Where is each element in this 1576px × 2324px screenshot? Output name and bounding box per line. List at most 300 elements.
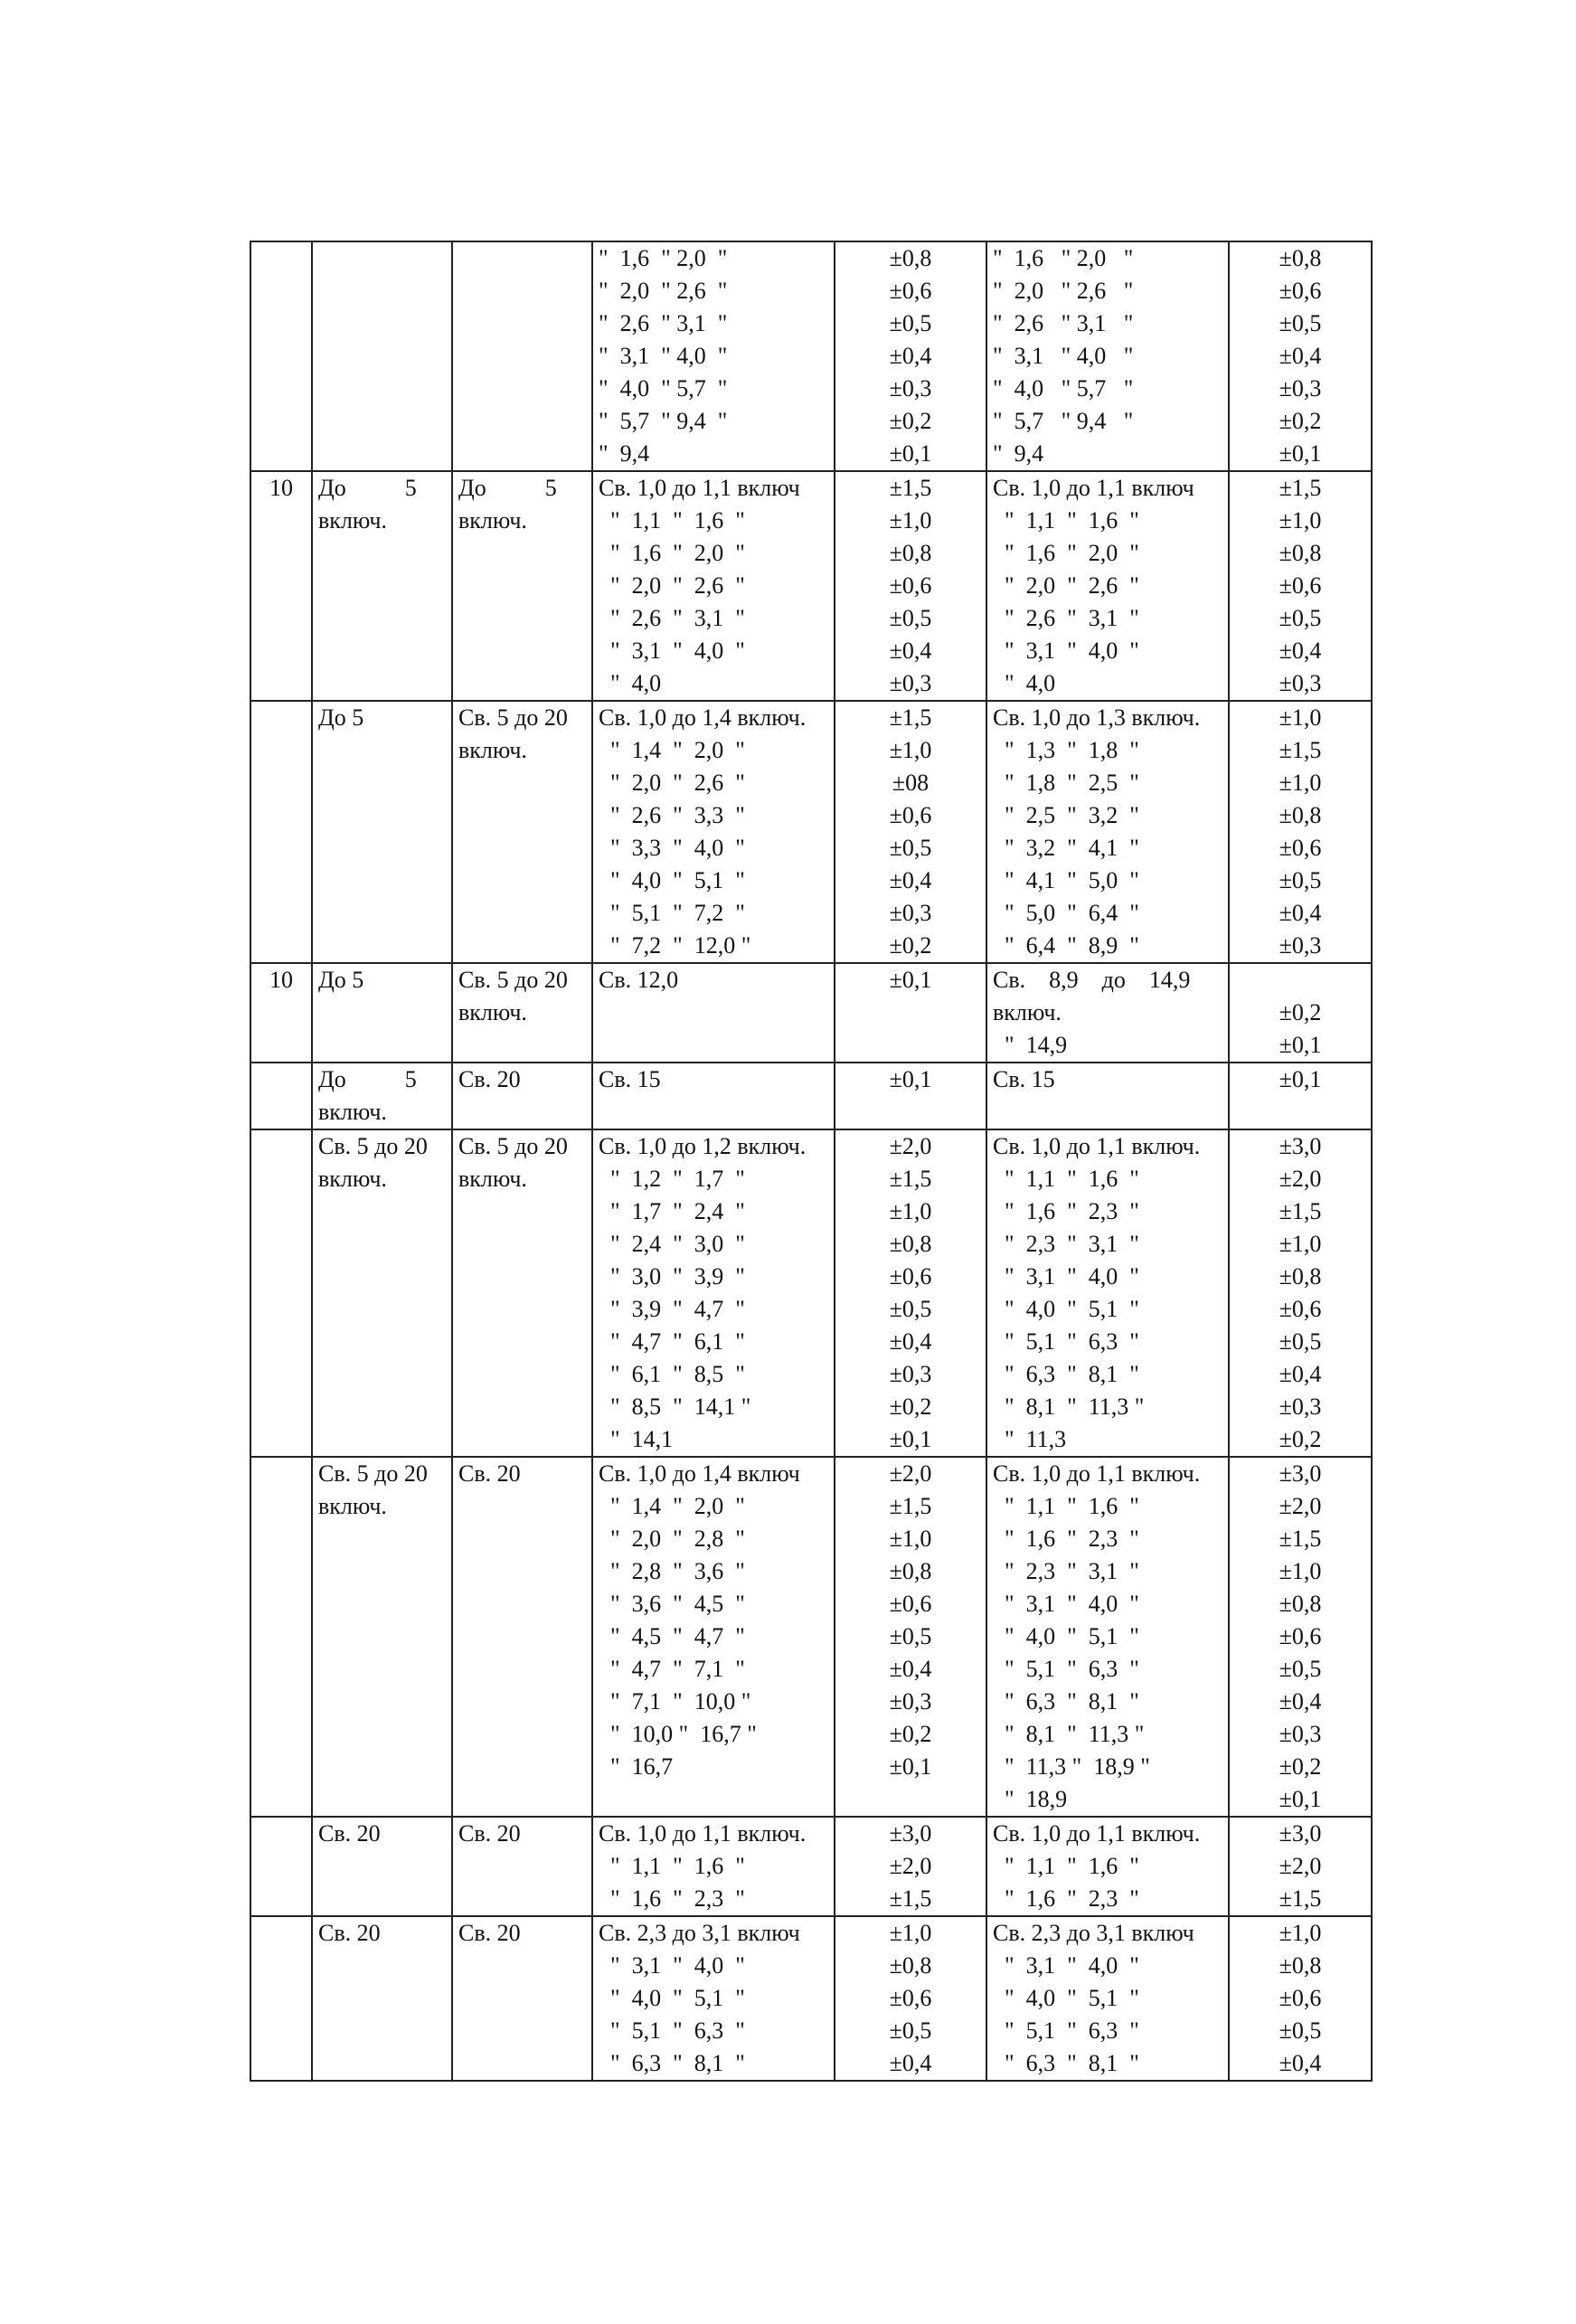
range-a-cell <box>592 471 835 701</box>
param-1-cell <box>312 1063 452 1129</box>
param-2-line: Св. 20 <box>458 1460 521 1487</box>
range-b-line: " 5,1 " 6,3 " <box>993 2017 1139 2044</box>
range-b-line: " 11,3 " 18,9 " <box>993 1753 1150 1780</box>
range-b-line: " 2,5 " 3,2 " <box>993 802 1139 828</box>
range-a-line: " 14,1 <box>599 1426 674 1452</box>
tolerance-b-value: ±0,4 <box>1279 1361 1322 1387</box>
param-2-cell <box>452 471 592 701</box>
tolerance-a-value: ±0,6 <box>889 1985 932 2011</box>
range-b-cell <box>986 241 1229 471</box>
range-b-line: Св. 1,0 до 1,1 включ. <box>993 1820 1201 1847</box>
range-b-cell <box>986 701 1229 963</box>
tolerance-b-value: ±0,1 <box>1279 1786 1322 1812</box>
tolerance-b-value: ±0,8 <box>1279 1952 1322 1979</box>
range-a-line: " 7,2 " 12,0 " <box>599 932 751 959</box>
tolerance-b-cell <box>1229 1457 1372 1817</box>
tolerance-a-value: ±1,5 <box>889 1166 932 1192</box>
tolerance-a-cell <box>835 1457 986 1817</box>
tolerance-b-value: ±0,6 <box>1279 1985 1322 2011</box>
tolerance-a-cell <box>835 701 986 963</box>
tolerance-b-value: ±0,1 <box>1279 440 1322 467</box>
param-2-line: включ. <box>458 737 527 763</box>
range-a-line: " 5,7 " 9,4 " <box>599 408 728 434</box>
range-a-line: " 3,1 " 4,0 " <box>599 638 745 664</box>
tolerance-b-value: ±0,8 <box>1279 245 1322 271</box>
tolerance-b-value: ±0,5 <box>1279 310 1322 336</box>
tolerance-b-value: ±1,5 <box>1279 737 1322 763</box>
tolerance-b-value: ±0,3 <box>1279 670 1322 696</box>
tolerance-b-cell <box>1229 963 1372 1063</box>
tolerance-a-value: ±2,0 <box>889 1133 932 1159</box>
tolerance-a-value: ±1,0 <box>889 737 932 763</box>
range-a-line: " 2,0 " 2,8 " <box>599 1526 745 1552</box>
tolerance-a-value: ±2,0 <box>889 1460 932 1487</box>
tolerance-b-value: ±0,5 <box>1279 867 1322 893</box>
param-1-line: Св. 5 до 20 <box>318 1460 428 1487</box>
range-a-line: Св. 1,0 до 1,1 включ <box>599 475 800 501</box>
param-2-line: включ. <box>458 999 527 1025</box>
range-a-line: " 1,2 " 1,7 " <box>599 1166 745 1192</box>
tolerance-a-value: ±0,6 <box>889 1263 932 1290</box>
tolerance-a-value: ±0,6 <box>889 278 932 304</box>
param-1-cell <box>312 241 452 471</box>
param-2-cell <box>452 1817 592 1916</box>
param-2-line: Св. 20 <box>458 1066 521 1092</box>
range-a-line: " 7,1 " 10,0 " <box>599 1688 751 1715</box>
range-b-line: " 4,0 " 5,1 " <box>993 1985 1139 2011</box>
tolerance-b-value: ±0,4 <box>1279 1688 1322 1715</box>
range-b-line: " 3,1 " 4,0 " <box>993 638 1139 664</box>
range-a-cell <box>592 241 835 471</box>
range-b-line: " 4,0 " 5,1 " <box>993 1296 1139 1322</box>
range-b-line: " 1,1 " 1,6 " <box>993 1493 1139 1519</box>
range-a-line: " 4,0 " 5,7 " <box>599 375 728 402</box>
param-2-cell <box>452 963 592 1063</box>
tolerance-a-value: ±0,6 <box>889 572 932 599</box>
range-b-cell <box>986 1129 1229 1457</box>
range-a-line: " 1,4 " 2,0 " <box>599 737 745 763</box>
tolerance-a-value: ±3,0 <box>889 1820 932 1847</box>
param-2-line: Св. 20 <box>458 1820 521 1847</box>
range-b-line: " 1,6 " 2,0 " <box>993 540 1139 566</box>
tolerance-b-value: ±1,0 <box>1279 1920 1322 1946</box>
tolerance-b-cell <box>1229 1063 1372 1129</box>
tolerance-a-value: ±0,5 <box>889 2017 932 2044</box>
range-b-line: " 1,6 " 2,3 " <box>993 1885 1139 1912</box>
param-1-line: Св. 20 <box>318 1920 381 1946</box>
range-a-line: " 3,3 " 4,0 " <box>599 835 745 861</box>
range-a-line: " 4,0 " 5,1 " <box>599 867 745 893</box>
tolerance-a-value: ±0,2 <box>889 408 932 434</box>
range-b-line: включ. <box>993 999 1062 1025</box>
param-1-line: Св. 5 до 20 <box>318 1133 428 1159</box>
range-a-line: " 1,7 " 2,4 " <box>599 1198 745 1224</box>
tolerance-a-value: ±1,0 <box>889 507 932 534</box>
range-b-line: " 8,1 " 11,3 " <box>993 1393 1145 1420</box>
tolerance-a-value: ±0,5 <box>889 1623 932 1649</box>
tolerance-a-value: ±1,0 <box>889 1920 932 1946</box>
range-a-line: " 1,1 " 1,6 " <box>599 507 745 534</box>
tolerance-b-value: ±0,4 <box>1279 900 1322 926</box>
tolerance-a-value: ±0,4 <box>889 2050 932 2076</box>
range-a-line: " 2,8 " 3,6 " <box>599 1558 745 1584</box>
range-a-cell <box>592 1129 835 1457</box>
tolerance-b-value: ±1,0 <box>1279 507 1322 534</box>
tolerance-a-value: ±0,2 <box>889 932 932 959</box>
tolerance-b-value: ±0,2 <box>1279 999 1322 1025</box>
range-b-line: " 2,3 " 3,1 " <box>993 1231 1139 1257</box>
range-a-line: " 2,4 " 3,0 " <box>599 1231 745 1257</box>
table-row <box>250 701 1372 963</box>
tolerance-a-value: ±0,8 <box>889 540 932 566</box>
range-b-line: " 2,0 " 2,6 " <box>993 278 1134 304</box>
tolerance-b-value: ±0,4 <box>1279 343 1322 369</box>
range-b-line: " 5,1 " 6,3 " <box>993 1328 1139 1355</box>
range-a-cell <box>592 701 835 963</box>
range-a-line: " 9,4 <box>599 440 650 467</box>
range-b-line: " 2,3 " 3,1 " <box>993 1558 1139 1584</box>
range-b-line: " 11,3 <box>993 1426 1067 1452</box>
tolerance-a-value: ±0,3 <box>889 375 932 402</box>
range-b-line: " 6,3 " 8,1 " <box>993 1688 1139 1715</box>
row-number: 10 <box>269 475 293 501</box>
range-b-line: Св. 1,0 до 1,3 включ. <box>993 704 1201 731</box>
tolerance-b-cell <box>1229 1129 1372 1457</box>
tolerance-b-value: ±0,6 <box>1279 278 1322 304</box>
tolerance-a-value: ±0,6 <box>889 1591 932 1617</box>
range-b-line: " 4,0 " 5,7 " <box>993 375 1134 402</box>
tolerance-a-cell <box>835 1063 986 1129</box>
range-a-line: Св. 12,0 <box>599 967 679 993</box>
tolerance-b-value: ±0,5 <box>1279 605 1322 631</box>
range-a-line: " 2,6 " 3,1 " <box>599 310 728 336</box>
param-1-line: До 5 <box>318 1066 417 1092</box>
range-a-line: " 3,6 " 4,5 " <box>599 1591 745 1617</box>
tolerance-b-cell <box>1229 701 1372 963</box>
row-number: 10 <box>269 967 293 993</box>
range-b-line: Св. 1,0 до 1,1 включ <box>993 475 1194 501</box>
tolerance-b-value: ±0,8 <box>1279 1591 1322 1617</box>
range-b-line: " 1,1 " 1,6 " <box>993 1853 1139 1879</box>
tolerance-b-value: ±0,2 <box>1279 1753 1322 1780</box>
tolerance-a-value: ±0,6 <box>889 802 932 828</box>
range-b-line: " 1,6 " 2,0 " <box>993 245 1134 271</box>
range-b-line: Св. 8,9 до 14,9 <box>993 967 1191 993</box>
tolerance-a-value: ±0,4 <box>889 343 932 369</box>
tolerance-b-value: ±1,0 <box>1279 1558 1322 1584</box>
tolerance-b-value: ±0,8 <box>1279 540 1322 566</box>
range-a-line: " 5,1 " 7,2 " <box>599 900 745 926</box>
tolerance-b-value: ±1,5 <box>1279 1526 1322 1552</box>
range-a-line: " 4,5 " 4,7 " <box>599 1623 745 1649</box>
tolerance-b-value: ±0,4 <box>1279 2050 1322 2076</box>
param-1-line: включ. <box>318 1166 387 1192</box>
param-2-line: Св. 5 до 20 <box>458 1133 568 1159</box>
range-a-line: " 6,3 " 8,1 " <box>599 2050 745 2076</box>
tolerance-a-value: ±1,5 <box>889 1493 932 1519</box>
range-a-line: " 1,6 " 2,3 " <box>599 1885 745 1912</box>
row-number-cell <box>250 701 312 963</box>
tolerance-b-value: ±0,2 <box>1279 408 1322 434</box>
param-2-line: включ. <box>458 1166 527 1192</box>
param-1-cell <box>312 701 452 963</box>
param-2-cell <box>452 1916 592 2081</box>
tolerance-b-value: ±3,0 <box>1279 1460 1322 1487</box>
tolerance-a-value: ±0,8 <box>889 1231 932 1257</box>
range-a-line: Св. 1,0 до 1,4 включ <box>599 1460 800 1487</box>
range-a-line: " 1,6 " 2,0 " <box>599 540 745 566</box>
range-b-line: Св. 1,0 до 1,1 включ. <box>993 1460 1201 1487</box>
range-a-line: " 4,7 " 6,1 " <box>599 1328 745 1355</box>
tolerance-b-value: ±2,0 <box>1279 1166 1322 1192</box>
table-row <box>250 241 1372 471</box>
range-b-line: " 6,3 " 8,1 " <box>993 2050 1139 2076</box>
tolerance-a-cell <box>835 1916 986 2081</box>
range-a-cell <box>592 963 835 1063</box>
param-1-cell <box>312 1916 452 2081</box>
range-b-cell <box>986 963 1229 1063</box>
range-a-line: Св. 2,3 до 3,1 включ <box>599 1920 800 1946</box>
tolerance-b-value: ±3,0 <box>1279 1133 1322 1159</box>
range-a-line: " 10,0 " 16,7 " <box>599 1721 757 1747</box>
table-row <box>250 471 1372 701</box>
tolerance-a-value: ±0,5 <box>889 310 932 336</box>
range-a-line: " 3,9 " 4,7 " <box>599 1296 745 1322</box>
tolerance-b-value: ±2,0 <box>1279 1853 1322 1879</box>
tolerance-a-value: ±0,3 <box>889 670 932 696</box>
range-a-cell <box>592 1817 835 1916</box>
tolerance-a-value: ±0,4 <box>889 1328 932 1355</box>
range-a-line: " 2,0 " 2,6 " <box>599 572 745 599</box>
tolerance-b-value: ±1,0 <box>1279 770 1322 796</box>
tolerance-b-value: ±0,5 <box>1279 1328 1322 1355</box>
tolerance-a-value: ±0,3 <box>889 900 932 926</box>
tolerance-b-value: ±0,1 <box>1279 1032 1322 1058</box>
param-2-cell <box>452 1457 592 1817</box>
tolerance-a-value: ±08 <box>892 770 930 796</box>
range-a-line: Св. 1,0 до 1,2 включ. <box>599 1133 807 1159</box>
range-b-line: " 1,3 " 1,8 " <box>993 737 1139 763</box>
range-b-line: " 3,1 " 4,0 " <box>993 343 1134 369</box>
tolerance-a-value: ±0,3 <box>889 1688 932 1715</box>
tolerance-b-value: ±1,5 <box>1279 475 1322 501</box>
tolerance-b-value: ±0,5 <box>1279 1656 1322 1682</box>
tolerance-a-value: ±0,2 <box>889 1721 932 1747</box>
tolerance-b-value: ±0,6 <box>1279 835 1322 861</box>
range-a-line: " 3,1 " 4,0 " <box>599 1952 745 1979</box>
tolerance-a-value: ±1,0 <box>889 1526 932 1552</box>
tolerance-b-value: ±0,3 <box>1279 1393 1322 1420</box>
tolerance-a-value: ±0,1 <box>889 1753 932 1780</box>
param-1-cell <box>312 963 452 1063</box>
param-1-cell <box>312 1457 452 1817</box>
range-b-line: " 2,6 " 3,1 " <box>993 605 1139 631</box>
range-b-line: " 1,1 " 1,6 " <box>993 1166 1139 1192</box>
range-a-cell <box>592 1916 835 2081</box>
range-b-line: Св. 15 <box>993 1066 1055 1092</box>
range-b-line: Св. 2,3 до 3,1 включ <box>993 1920 1194 1946</box>
tolerance-b-value: ±1,0 <box>1279 704 1322 731</box>
param-2-line: Св. 5 до 20 <box>458 967 568 993</box>
range-b-line: " 9,4 <box>993 440 1044 467</box>
range-b-line: " 3,1 " 4,0 " <box>993 1952 1139 1979</box>
tolerance-table <box>250 241 1373 2082</box>
range-b-line: " 5,1 " 6,3 " <box>993 1656 1139 1682</box>
tolerance-a-value: ±0,4 <box>889 867 932 893</box>
range-a-line: " 16,7 <box>599 1753 674 1780</box>
tolerance-a-value: ±0,5 <box>889 835 932 861</box>
range-b-line: " 8,1 " 11,3 " <box>993 1721 1145 1747</box>
tolerance-a-cell <box>835 1817 986 1916</box>
param-1-line: До 5 <box>318 475 417 501</box>
range-b-cell <box>986 1063 1229 1129</box>
tolerance-b-value: ±0,3 <box>1279 375 1322 402</box>
tolerance-b-value: ±3,0 <box>1279 1820 1322 1847</box>
range-a-line: " 2,0 " 2,6 " <box>599 278 728 304</box>
table-row <box>250 963 1372 1063</box>
tolerance-b-value: ±0,2 <box>1279 1426 1322 1452</box>
range-a-line: " 1,1 " 1,6 " <box>599 1853 745 1879</box>
row-number-cell <box>250 241 312 471</box>
tolerance-a-value: ±0,3 <box>889 1361 932 1387</box>
tolerance-a-value: ±0,1 <box>889 967 932 993</box>
tolerance-b-value: ±0,3 <box>1279 932 1322 959</box>
param-2-cell <box>452 701 592 963</box>
tolerance-a-value: ±0,5 <box>889 1296 932 1322</box>
param-1-cell <box>312 1129 452 1457</box>
range-b-line: " 5,7 " 9,4 " <box>993 408 1134 434</box>
tolerance-b-cell <box>1229 471 1372 701</box>
tolerance-a-value: ±1,5 <box>889 1885 932 1912</box>
param-1-line: включ. <box>318 1099 387 1125</box>
tolerance-b-value <box>1235 964 1365 997</box>
tolerance-a-cell <box>835 963 986 1063</box>
row-number-cell <box>250 1063 312 1129</box>
range-b-cell <box>986 1457 1229 1817</box>
tolerance-b-value: ±0,6 <box>1279 1296 1322 1322</box>
tolerance-a-value: ±0,4 <box>889 1656 932 1682</box>
tolerance-b-cell <box>1229 241 1372 471</box>
tolerance-b-value: ±0,8 <box>1279 1263 1322 1290</box>
range-a-line: " 5,1 " 6,3 " <box>599 2017 745 2044</box>
tolerance-b-cell <box>1229 1817 1372 1916</box>
range-a-line: " 4,0 " 5,1 " <box>599 1985 745 2011</box>
tolerance-b-value: ±1,0 <box>1279 1231 1322 1257</box>
range-a-line: " 6,1 " 8,5 " <box>599 1361 745 1387</box>
range-b-line: " 4,0 <box>993 670 1056 696</box>
range-a-line: " 3,1 " 4,0 " <box>599 343 728 369</box>
range-a-line: " 2,6 " 3,3 " <box>599 802 745 828</box>
tolerance-a-cell <box>835 1129 986 1457</box>
tolerance-a-cell <box>835 241 986 471</box>
tolerance-a-value: ±0,1 <box>889 440 932 467</box>
row-number-cell <box>250 1916 312 2081</box>
range-a-line: " 1,6 " 2,0 " <box>599 245 728 271</box>
range-b-line: Св. 1,0 до 1,1 включ. <box>993 1133 1201 1159</box>
row-number-cell <box>250 471 312 701</box>
row-number-cell <box>250 963 312 1063</box>
tolerance-b-value: ±2,0 <box>1279 1493 1322 1519</box>
param-1-cell <box>312 471 452 701</box>
table-row <box>250 1063 1372 1129</box>
range-a-line: " 8,5 " 14,1 " <box>599 1393 751 1420</box>
table-row <box>250 1916 1372 2081</box>
param-2-line: До 5 <box>458 475 557 501</box>
param-1-line: включ. <box>318 1493 387 1519</box>
tolerance-a-value: ±2,0 <box>889 1853 932 1879</box>
tolerance-b-value: ±0,6 <box>1279 572 1322 599</box>
tolerance-b-cell <box>1229 1916 1372 2081</box>
param-1-line: До 5 <box>318 704 364 731</box>
tolerance-a-value: ±0,5 <box>889 605 932 631</box>
range-b-line: " 1,1 " 1,6 " <box>993 507 1139 534</box>
range-a-line: " 1,4 " 2,0 " <box>599 1493 745 1519</box>
table-row <box>250 1457 1372 1817</box>
range-b-cell <box>986 1916 1229 2081</box>
range-b-line: " 2,6 " 3,1 " <box>993 310 1134 336</box>
range-b-line: " 2,0 " 2,6 " <box>993 572 1139 599</box>
range-a-cell <box>592 1457 835 1817</box>
document-page <box>250 241 1371 2082</box>
range-a-line: " 4,0 <box>599 670 662 696</box>
range-b-line: " 1,6 " 2,3 " <box>993 1198 1139 1224</box>
row-number-cell <box>250 1457 312 1817</box>
range-a-line: " 2,0 " 2,6 " <box>599 770 745 796</box>
range-b-line: " 14,9 <box>993 1032 1068 1058</box>
tolerance-a-value: ±1,0 <box>889 1198 932 1224</box>
range-b-line: " 6,4 " 8,9 " <box>993 932 1139 959</box>
param-1-cell <box>312 1817 452 1916</box>
range-b-cell <box>986 1817 1229 1916</box>
param-2-cell <box>452 1063 592 1129</box>
param-2-line: Св. 5 до 20 <box>458 704 568 731</box>
range-b-line: " 4,0 " 5,1 " <box>993 1623 1139 1649</box>
tolerance-a-value: ±0,8 <box>889 245 932 271</box>
param-2-line: Св. 20 <box>458 1920 521 1946</box>
range-b-line: " 4,1 " 5,0 " <box>993 867 1139 893</box>
param-2-cell <box>452 241 592 471</box>
tolerance-b-value: ±1,5 <box>1279 1885 1322 1912</box>
param-1-line: Св. 20 <box>318 1820 381 1847</box>
table-row <box>250 1817 1372 1916</box>
tolerance-b-value: ±0,5 <box>1279 2017 1322 2044</box>
param-1-line: До 5 <box>318 967 364 993</box>
tolerance-b-value: ±1,5 <box>1279 1198 1322 1224</box>
range-a-line: " 2,6 " 3,1 " <box>599 605 745 631</box>
tolerance-b-value: ±0,4 <box>1279 638 1322 664</box>
tolerance-a-value: ±0,1 <box>889 1426 932 1452</box>
row-number-cell <box>250 1129 312 1457</box>
tolerance-a-value: ±0,8 <box>889 1558 932 1584</box>
tolerance-b-value: ±0,1 <box>1279 1066 1322 1092</box>
range-b-line: " 5,0 " 6,4 " <box>993 900 1139 926</box>
range-b-line: " 1,6 " 2,3 " <box>993 1526 1139 1552</box>
range-b-line: " 18,9 <box>993 1786 1068 1812</box>
tolerance-a-value: ±1,5 <box>889 475 932 501</box>
range-b-line: " 6,3 " 8,1 " <box>993 1361 1139 1387</box>
range-a-line: Св. 1,0 до 1,1 включ. <box>599 1820 807 1847</box>
range-a-line: Св. 1,0 до 1,4 включ. <box>599 704 807 731</box>
range-a-line: Св. 15 <box>599 1066 661 1092</box>
tolerance-b-value: ±0,8 <box>1279 802 1322 828</box>
range-b-line: " 1,8 " 2,5 " <box>993 770 1139 796</box>
tolerance-a-value: ±0,8 <box>889 1952 932 1979</box>
range-b-line: " 3,1 " 4,0 " <box>993 1591 1139 1617</box>
tolerance-a-value: ±0,4 <box>889 638 932 664</box>
range-b-line: " 3,1 " 4,0 " <box>993 1263 1139 1290</box>
tolerance-b-value: ±0,6 <box>1279 1623 1322 1649</box>
range-a-line: " 3,0 " 3,9 " <box>599 1263 745 1290</box>
